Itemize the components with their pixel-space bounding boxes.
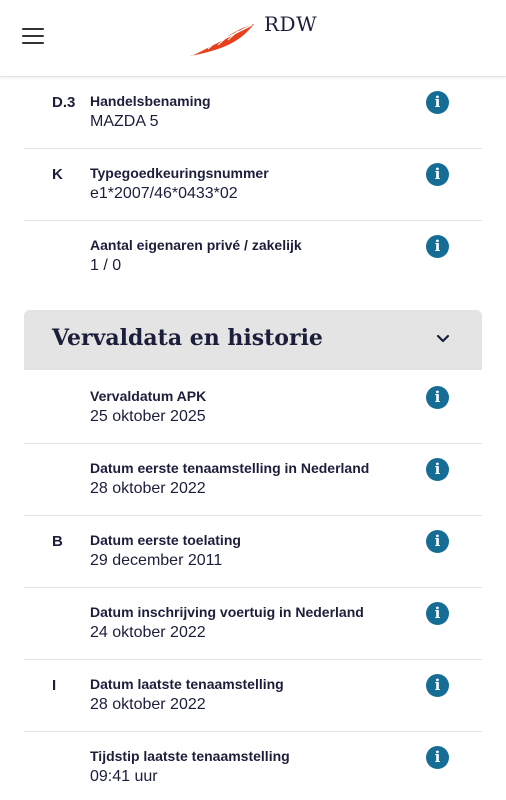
list-item (24, 587, 482, 660)
field-label: Vervaldatum APK (90, 388, 207, 404)
field-value: 24 oktober 2022 (90, 624, 206, 641)
info-icon[interactable]: i (426, 674, 449, 697)
field-label: Datum inschrijving voertuig in Nederland (90, 604, 364, 620)
field-value: 25 oktober 2025 (90, 408, 206, 425)
field-value: 28 oktober 2022 (90, 696, 206, 713)
list-item (24, 515, 482, 588)
logo-text: RDW (264, 12, 318, 36)
field-value: e1*2007/46*0433*02 (90, 185, 238, 202)
section-header-vervaldata[interactable] (24, 310, 482, 370)
info-icon[interactable]: i (426, 602, 449, 625)
field-code: I (52, 677, 57, 694)
list-item (24, 76, 482, 149)
field-code: B (52, 533, 63, 550)
field-label: Datum laatste tenaamstelling (90, 676, 284, 692)
field-label: Typegoedkeuringsnummer (90, 165, 269, 181)
list-item (24, 371, 482, 444)
info-icon[interactable]: i (426, 746, 449, 769)
info-icon[interactable]: i (426, 235, 449, 258)
field-label: Datum eerste toelating (90, 532, 241, 548)
section-title: Vervaldata en historie (52, 325, 323, 351)
field-value: MAZDA 5 (90, 113, 159, 130)
field-value: 28 oktober 2022 (90, 480, 206, 497)
field-value: 09:41 uur (90, 768, 158, 785)
info-icon[interactable]: i (426, 530, 449, 553)
field-code: D.3 (52, 94, 76, 111)
info-icon[interactable]: i (426, 386, 449, 409)
list-item (24, 731, 482, 800)
info-icon[interactable]: i (426, 163, 449, 186)
field-code: K (52, 166, 63, 183)
field-label: Handelsbenaming (90, 93, 211, 109)
field-value: 1 / 0 (90, 257, 122, 274)
list-item (24, 220, 482, 292)
info-icon[interactable]: i (426, 91, 449, 114)
list-item (24, 148, 482, 221)
chevron-down-icon (436, 334, 450, 344)
hamburger-menu-icon[interactable] (22, 28, 44, 44)
list-item (24, 659, 482, 732)
rdw-feather-logo-icon[interactable] (188, 22, 258, 58)
field-value: 29 december 2011 (90, 552, 223, 569)
field-label: Datum eerste tenaamstelling in Nederland (90, 460, 370, 476)
info-icon[interactable]: i (426, 458, 449, 481)
field-label: Aantal eigenaren privé / zakelijk (90, 237, 302, 253)
list-item (24, 443, 482, 516)
field-label: Tijdstip laatste tenaamstelling (90, 748, 290, 764)
app-header (0, 0, 506, 77)
